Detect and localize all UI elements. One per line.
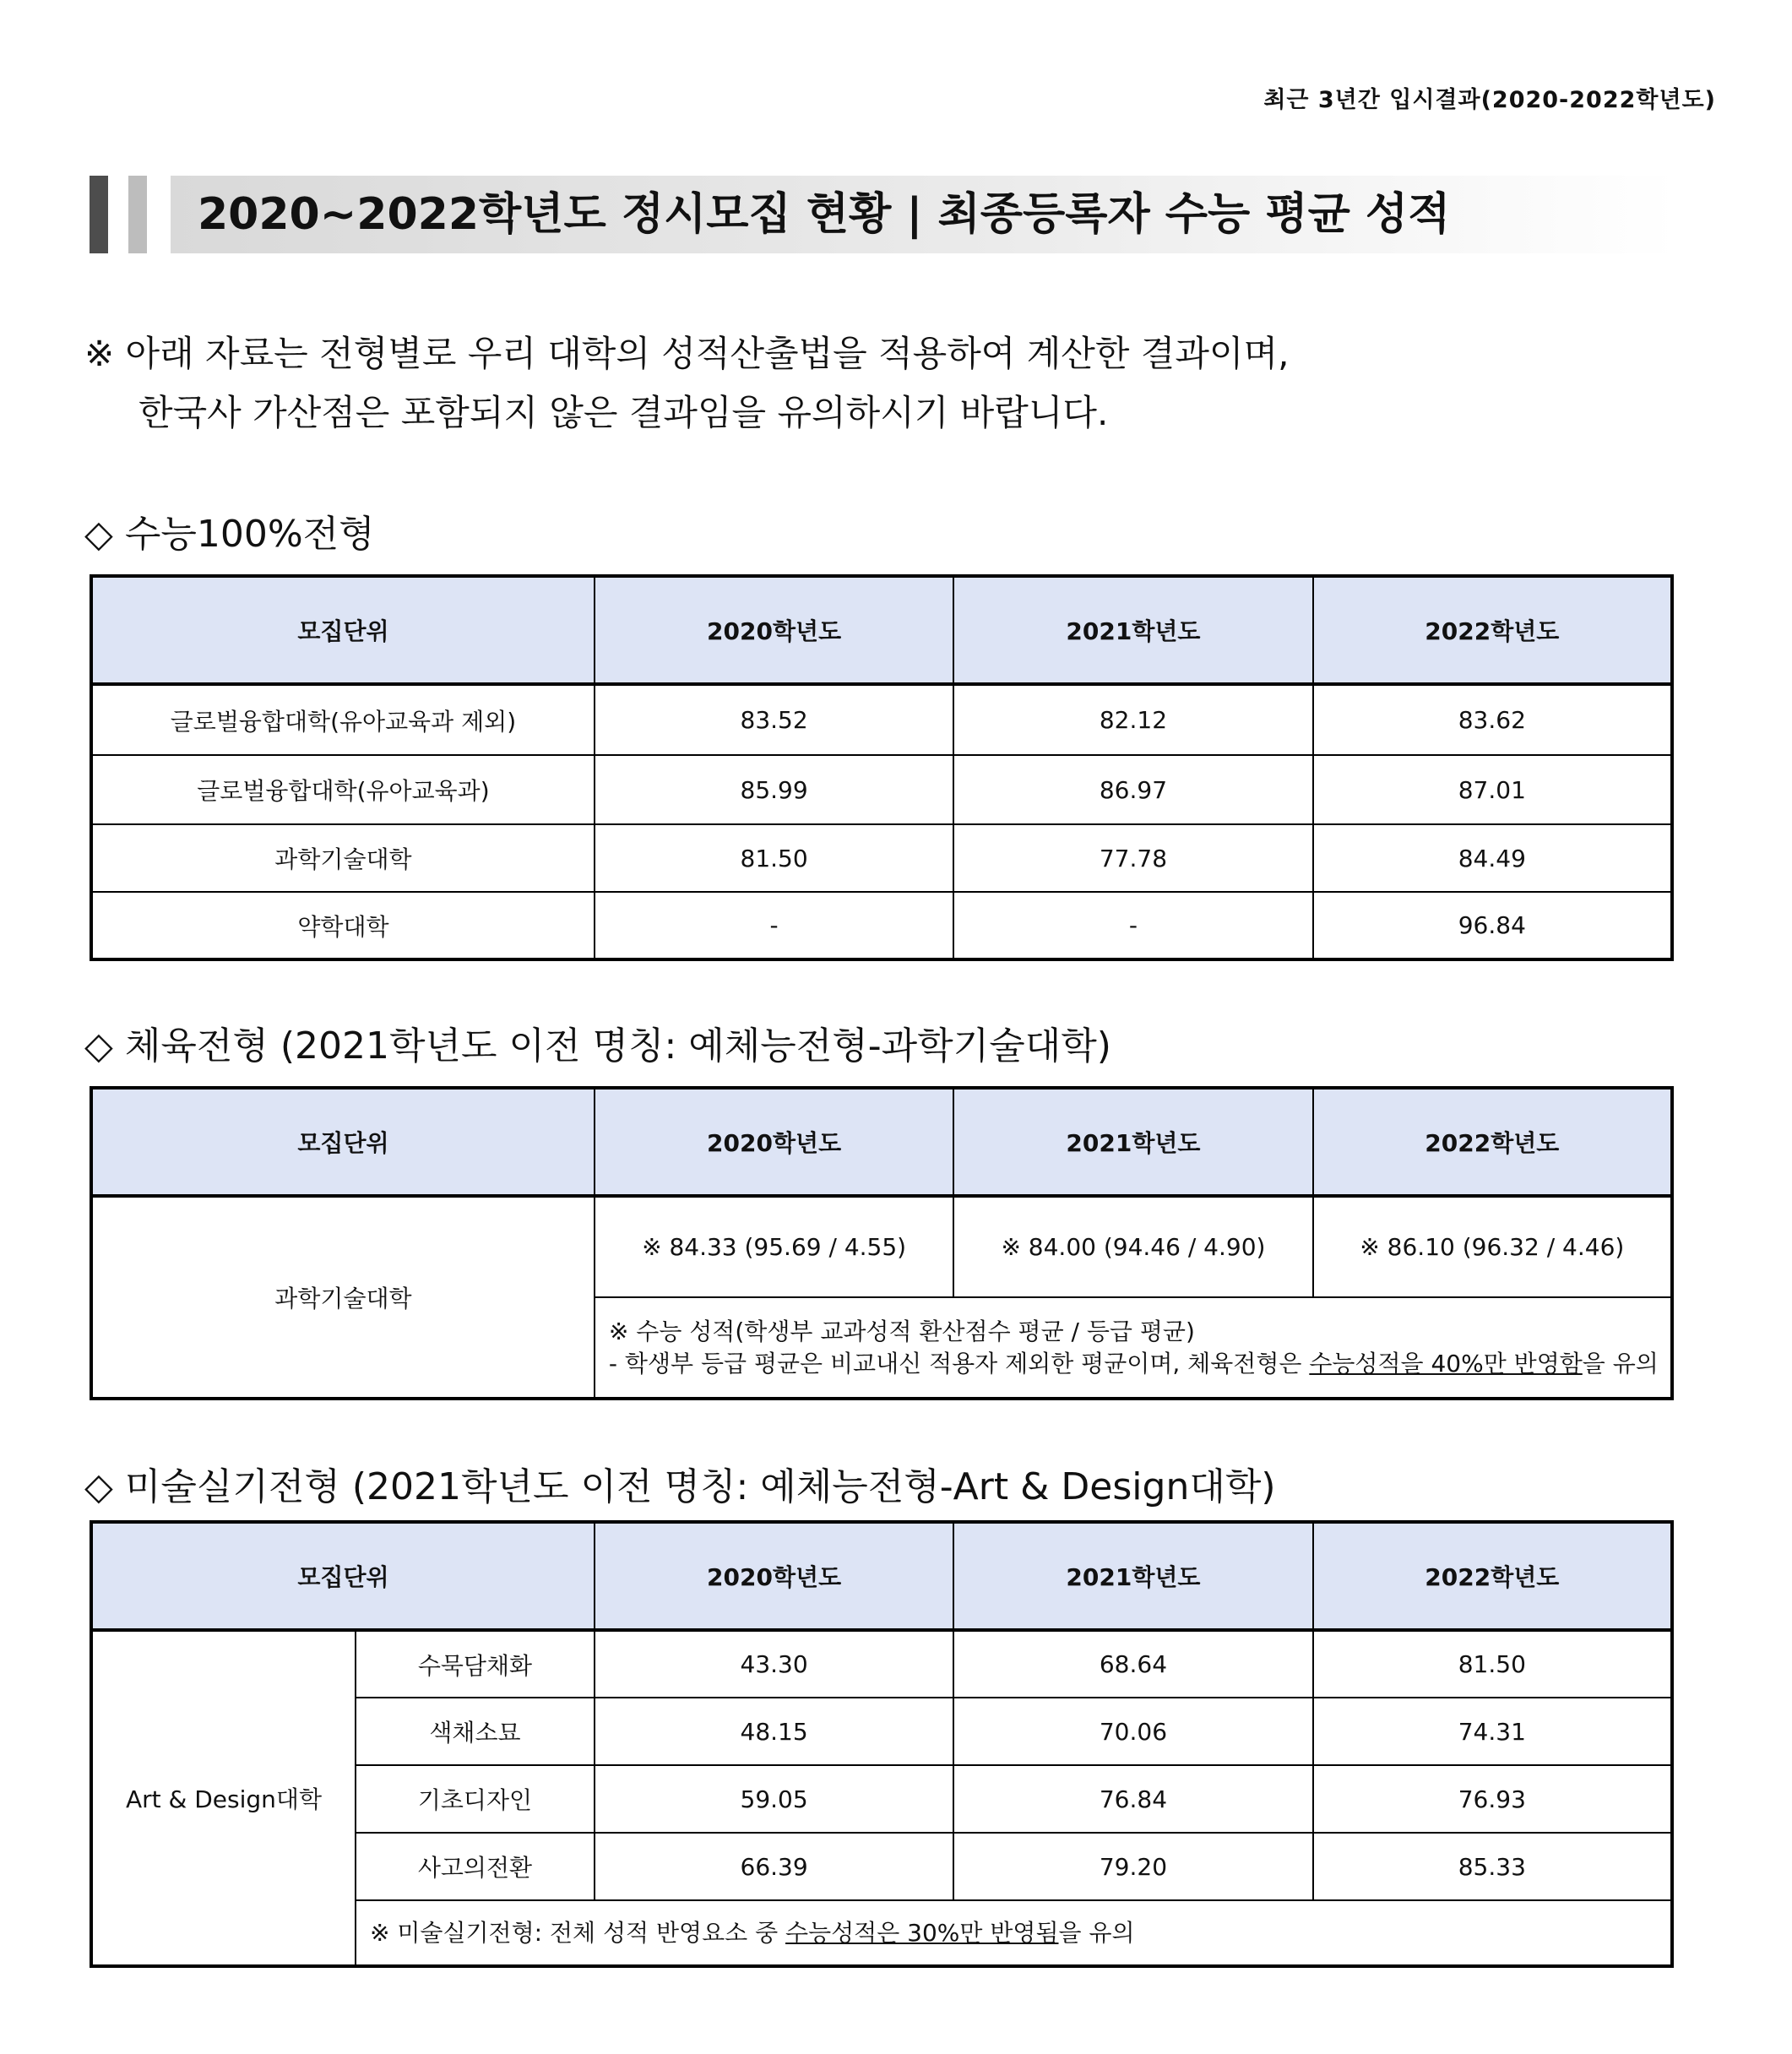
section-heading-pe: ◇ 체육전형 (2021학년도 이전 명칭: 예체능전형-과학기술대학): [84, 1024, 1111, 1068]
col-header-2022: 2022학년도: [1313, 1088, 1672, 1196]
pe-note: [595, 1297, 1672, 1399]
art-note: [356, 1900, 1672, 1966]
col-header-unit: 모집단위: [91, 1088, 595, 1196]
table-row: [91, 892, 1672, 959]
value-cell: 43.30: [595, 1630, 953, 1698]
notice-line-2: 한국사 가산점은 포함되지 않은 결과임을 유의하시기 바랍니다.: [138, 392, 1109, 433]
art-note-underlined: 수능성적은 30%만 반영됨: [785, 1918, 1059, 1947]
value-cell: 70.06: [953, 1698, 1312, 1765]
unit-cell: 사고의전환: [356, 1833, 595, 1900]
table-header-row: [91, 1522, 1672, 1630]
value-cell: 86.97: [953, 755, 1312, 824]
pe-note-text-end: 을 유의: [1582, 1349, 1659, 1377]
value-cell: 81.50: [1313, 1630, 1672, 1698]
title-bar: [90, 176, 1677, 253]
value-cell: 84.49: [1313, 824, 1672, 892]
document-header: 최근 3년간 입시결과(2020-2022학년도): [1263, 87, 1716, 113]
pe-note-line-1: ※ 수능 성적(학생부 교과성적 환산점수 평균 / 등급 평균): [608, 1317, 1195, 1345]
value-cell: ※ 84.33 (95.69 / 4.55): [595, 1196, 953, 1297]
col-header-2021: 2021학년도: [953, 1522, 1312, 1630]
value-cell: 87.01: [1313, 755, 1672, 824]
table-csat: [90, 574, 1674, 961]
table-art: [90, 1520, 1674, 1968]
col-header-unit: 모집단위: [91, 1522, 595, 1630]
value-cell: 59.05: [595, 1765, 953, 1833]
pe-note-line-2: [609, 1348, 1670, 1380]
value-cell: 79.20: [953, 1833, 1312, 1900]
value-cell: 68.64: [953, 1630, 1312, 1698]
col-header-2020: 2020학년도: [595, 1522, 953, 1630]
col-header-unit: 모집단위: [91, 576, 595, 684]
college-cell: Art & Design대학: [91, 1630, 356, 1966]
value-cell: 85.33: [1313, 1833, 1672, 1900]
value-cell: 81.50: [595, 824, 953, 892]
col-header-2021: 2021학년도: [953, 576, 1312, 684]
value-cell: 83.52: [595, 684, 953, 755]
value-cell: 48.15: [595, 1698, 953, 1765]
col-header-2022: 2022학년도: [1313, 1522, 1672, 1630]
value-cell: 74.31: [1313, 1698, 1672, 1765]
table-header-row: [91, 576, 1672, 684]
section-heading-csat: ◇ 수능100%전형: [84, 513, 375, 556]
col-header-2020: 2020학년도: [595, 576, 953, 684]
table-pe: [90, 1086, 1674, 1400]
col-header-2022: 2022학년도: [1313, 576, 1672, 684]
table-row: [91, 755, 1672, 824]
value-cell: 76.93: [1313, 1765, 1672, 1833]
value-cell: -: [595, 892, 953, 959]
unit-cell: 글로벌융합대학(유아교육과): [91, 755, 595, 824]
section-heading-art: ◇ 미술실기전형 (2021학년도 이전 명칭: 예체능전형-Art & Design대학): [84, 1465, 1276, 1508]
unit-cell: 수묵담채화: [356, 1630, 595, 1698]
value-cell: ※ 86.10 (96.32 / 4.46): [1313, 1196, 1672, 1297]
table-header-row: [91, 1088, 1672, 1196]
value-cell: 76.84: [953, 1765, 1312, 1833]
art-note-text-end: 을 유의: [1058, 1918, 1135, 1947]
page-title: 2020~2022학년도 정시모집 현황 | 최종등록자 수능 평균 성적: [198, 189, 1451, 240]
pe-note-text: - 학생부 등급 평균은 비교내신 적용자 제외한 평균이며, 체육전형은: [608, 1349, 1310, 1377]
table-row: [91, 684, 1672, 755]
value-cell: ※ 84.00 (94.46 / 4.90): [953, 1196, 1312, 1297]
col-header-2021: 2021학년도: [953, 1088, 1312, 1196]
value-cell: -: [953, 892, 1312, 959]
unit-cell: 과학기술대학: [91, 1196, 595, 1399]
unit-cell: 과학기술대학: [91, 824, 595, 892]
unit-cell: 기초디자인: [356, 1765, 595, 1833]
table-row: [91, 1630, 1672, 1698]
unit-cell: 글로벌융합대학(유아교육과 제외): [91, 684, 595, 755]
title-accent-light: [128, 176, 147, 253]
title-accent-dark: [90, 176, 108, 253]
unit-cell: 약학대학: [91, 892, 595, 959]
value-cell: 96.84: [1313, 892, 1672, 959]
value-cell: 85.99: [595, 755, 953, 824]
notice-line-1: ※ 아래 자료는 전형별로 우리 대학의 성적산출법을 적용하여 계산한 결과이며,: [84, 333, 1290, 374]
value-cell: 66.39: [595, 1833, 953, 1900]
value-cell: 77.78: [953, 824, 1312, 892]
unit-cell: 색채소묘: [356, 1698, 595, 1765]
value-cell: 82.12: [953, 684, 1312, 755]
value-cell: 83.62: [1313, 684, 1672, 755]
pe-note-underlined: 수능성적을 40%만 반영함: [1309, 1349, 1583, 1377]
col-header-2020: 2020학년도: [595, 1088, 953, 1196]
notice: [84, 324, 1289, 443]
art-note-text: ※ 미술실기전형: 전체 성적 반영요소 중: [370, 1918, 786, 1947]
table-row: [91, 1196, 1672, 1297]
table-row: [91, 824, 1672, 892]
